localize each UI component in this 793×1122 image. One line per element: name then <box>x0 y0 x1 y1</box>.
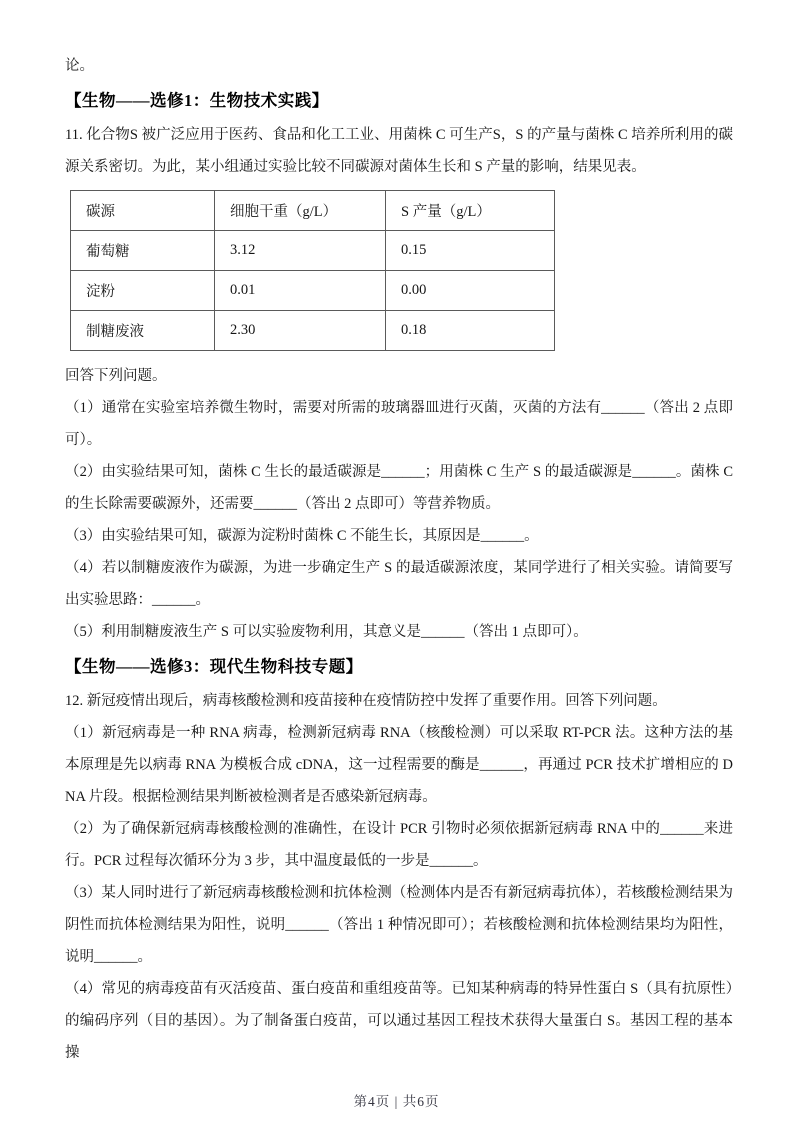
section2-header: 【生物——选修3：现代生物科技专题】 <box>65 657 363 676</box>
table-header-row <box>71 191 555 231</box>
table-cell: 3.12 <box>215 231 386 271</box>
page-number-footer: 第4页 | 共6页 <box>353 1094 440 1109</box>
question11-sub4: （4）若以制糖废液作为碳源，为进一步确定生产 S 的最适碳源浓度，某同学进行了相关实验。请简要写出实验思路：______。 <box>65 560 733 608</box>
section1-header: 【生物——选修1：生物技术实践】 <box>65 91 329 110</box>
table-cell: 葡萄糖 <box>71 231 215 271</box>
question11-sub2: （2）由实验结果可知，菌株 C 生长的最适碳源是______；用菌株 C 生产 S 的最适碳源是______。菌株 C 的生长除需要碳源外，还需要______（答出 2 点即可）等营养物质。 <box>65 464 733 512</box>
table-header-cell: 碳源 <box>71 191 215 231</box>
question11-sub1: （1）通常在实验室培养微生物时，需要对所需的玻璃器皿进行灭菌，灭菌的方法有______（答出 2 点即可）。 <box>65 400 733 448</box>
question12-stem: 12. 新冠疫情出现后，病毒核酸检测和疫苗接种在疫情防控中发挥了重要作用。回答下列问题。 <box>65 693 667 709</box>
table-cell: 制糖废液 <box>71 311 215 351</box>
leading-text-fragment: 论。 <box>65 58 94 74</box>
table-row <box>71 231 555 271</box>
table-cell: 0.15 <box>386 231 555 271</box>
question12-sub2: （2）为了确保新冠病毒核酸检测的准确性，在设计 PCR 引物时必须依据新冠病毒 RNA 中的______来进行。PCR 过程每次循环分为 3 步，其中温度最低的一步是______。 <box>65 821 733 869</box>
answer-prompt: 回答下列问题。 <box>65 368 167 384</box>
question12-sub3: （3）某人同时进行了新冠病毒核酸检测和抗体检测（检测体内是否有新冠病毒抗体），若核酸检测结果为阴性而抗体检测结果为阳性，说明______（答出 1 种情况即可）；若核酸检测和抗体检测结果均为阳性，说明______。 <box>65 885 733 965</box>
table-cell: 0.01 <box>215 271 386 311</box>
table-cell: 0.00 <box>386 271 555 311</box>
table-cell: 2.30 <box>215 311 386 351</box>
table-cell: 0.18 <box>386 311 555 351</box>
table-header-cell: 细胞干重（g/L） <box>215 191 386 231</box>
table-header-cell: S 产量（g/L） <box>386 191 555 231</box>
question12-sub1: （1）新冠病毒是一种 RNA 病毒，检测新冠病毒 RNA（核酸检测）可以采取 RT-PCR 法。这种方法的基本原理是先以病毒 RNA 为模板合成 cDNA，这一过程需要的酶是______，再通过 PCR 技术扩增相应的 DNA 片段。根据检测结果判断被检测者是否感染新冠病毒。 <box>65 725 733 805</box>
question11-sub5: （5）利用制糖废液生产 S 可以实验废物利用，其意义是______（答出 1 点即可）。 <box>65 624 588 640</box>
page-content <box>65 50 733 1069</box>
question11-stem: 11. 化合物S 被广泛应用于医药、食品和化工工业、用菌株 C 可生产S，S 的产量与菌株 C 培养所利用的碳源关系密切。为此，某小组通过实验比较不同碳源对菌体生长和 S 产量的影响，结果见表。 <box>65 127 733 175</box>
question11-sub3: （3）由实验结果可知，碳源为淀粉时菌株 C 不能生长，其原因是______。 <box>65 528 539 544</box>
carbon-source-table <box>70 190 555 351</box>
table-cell: 淀粉 <box>71 271 215 311</box>
table-row <box>71 311 555 351</box>
question12-sub4: （4）常见的病毒疫苗有灭活疫苗、蛋白疫苗和重组疫苗等。已知某种病毒的特异性蛋白 S（具有抗原性）的编码序列（目的基因）。为了制备蛋白疫苗，可以通过基因工程技术获得大量蛋白 S。基因工程的基本操 <box>65 981 733 1061</box>
table-row <box>71 271 555 311</box>
